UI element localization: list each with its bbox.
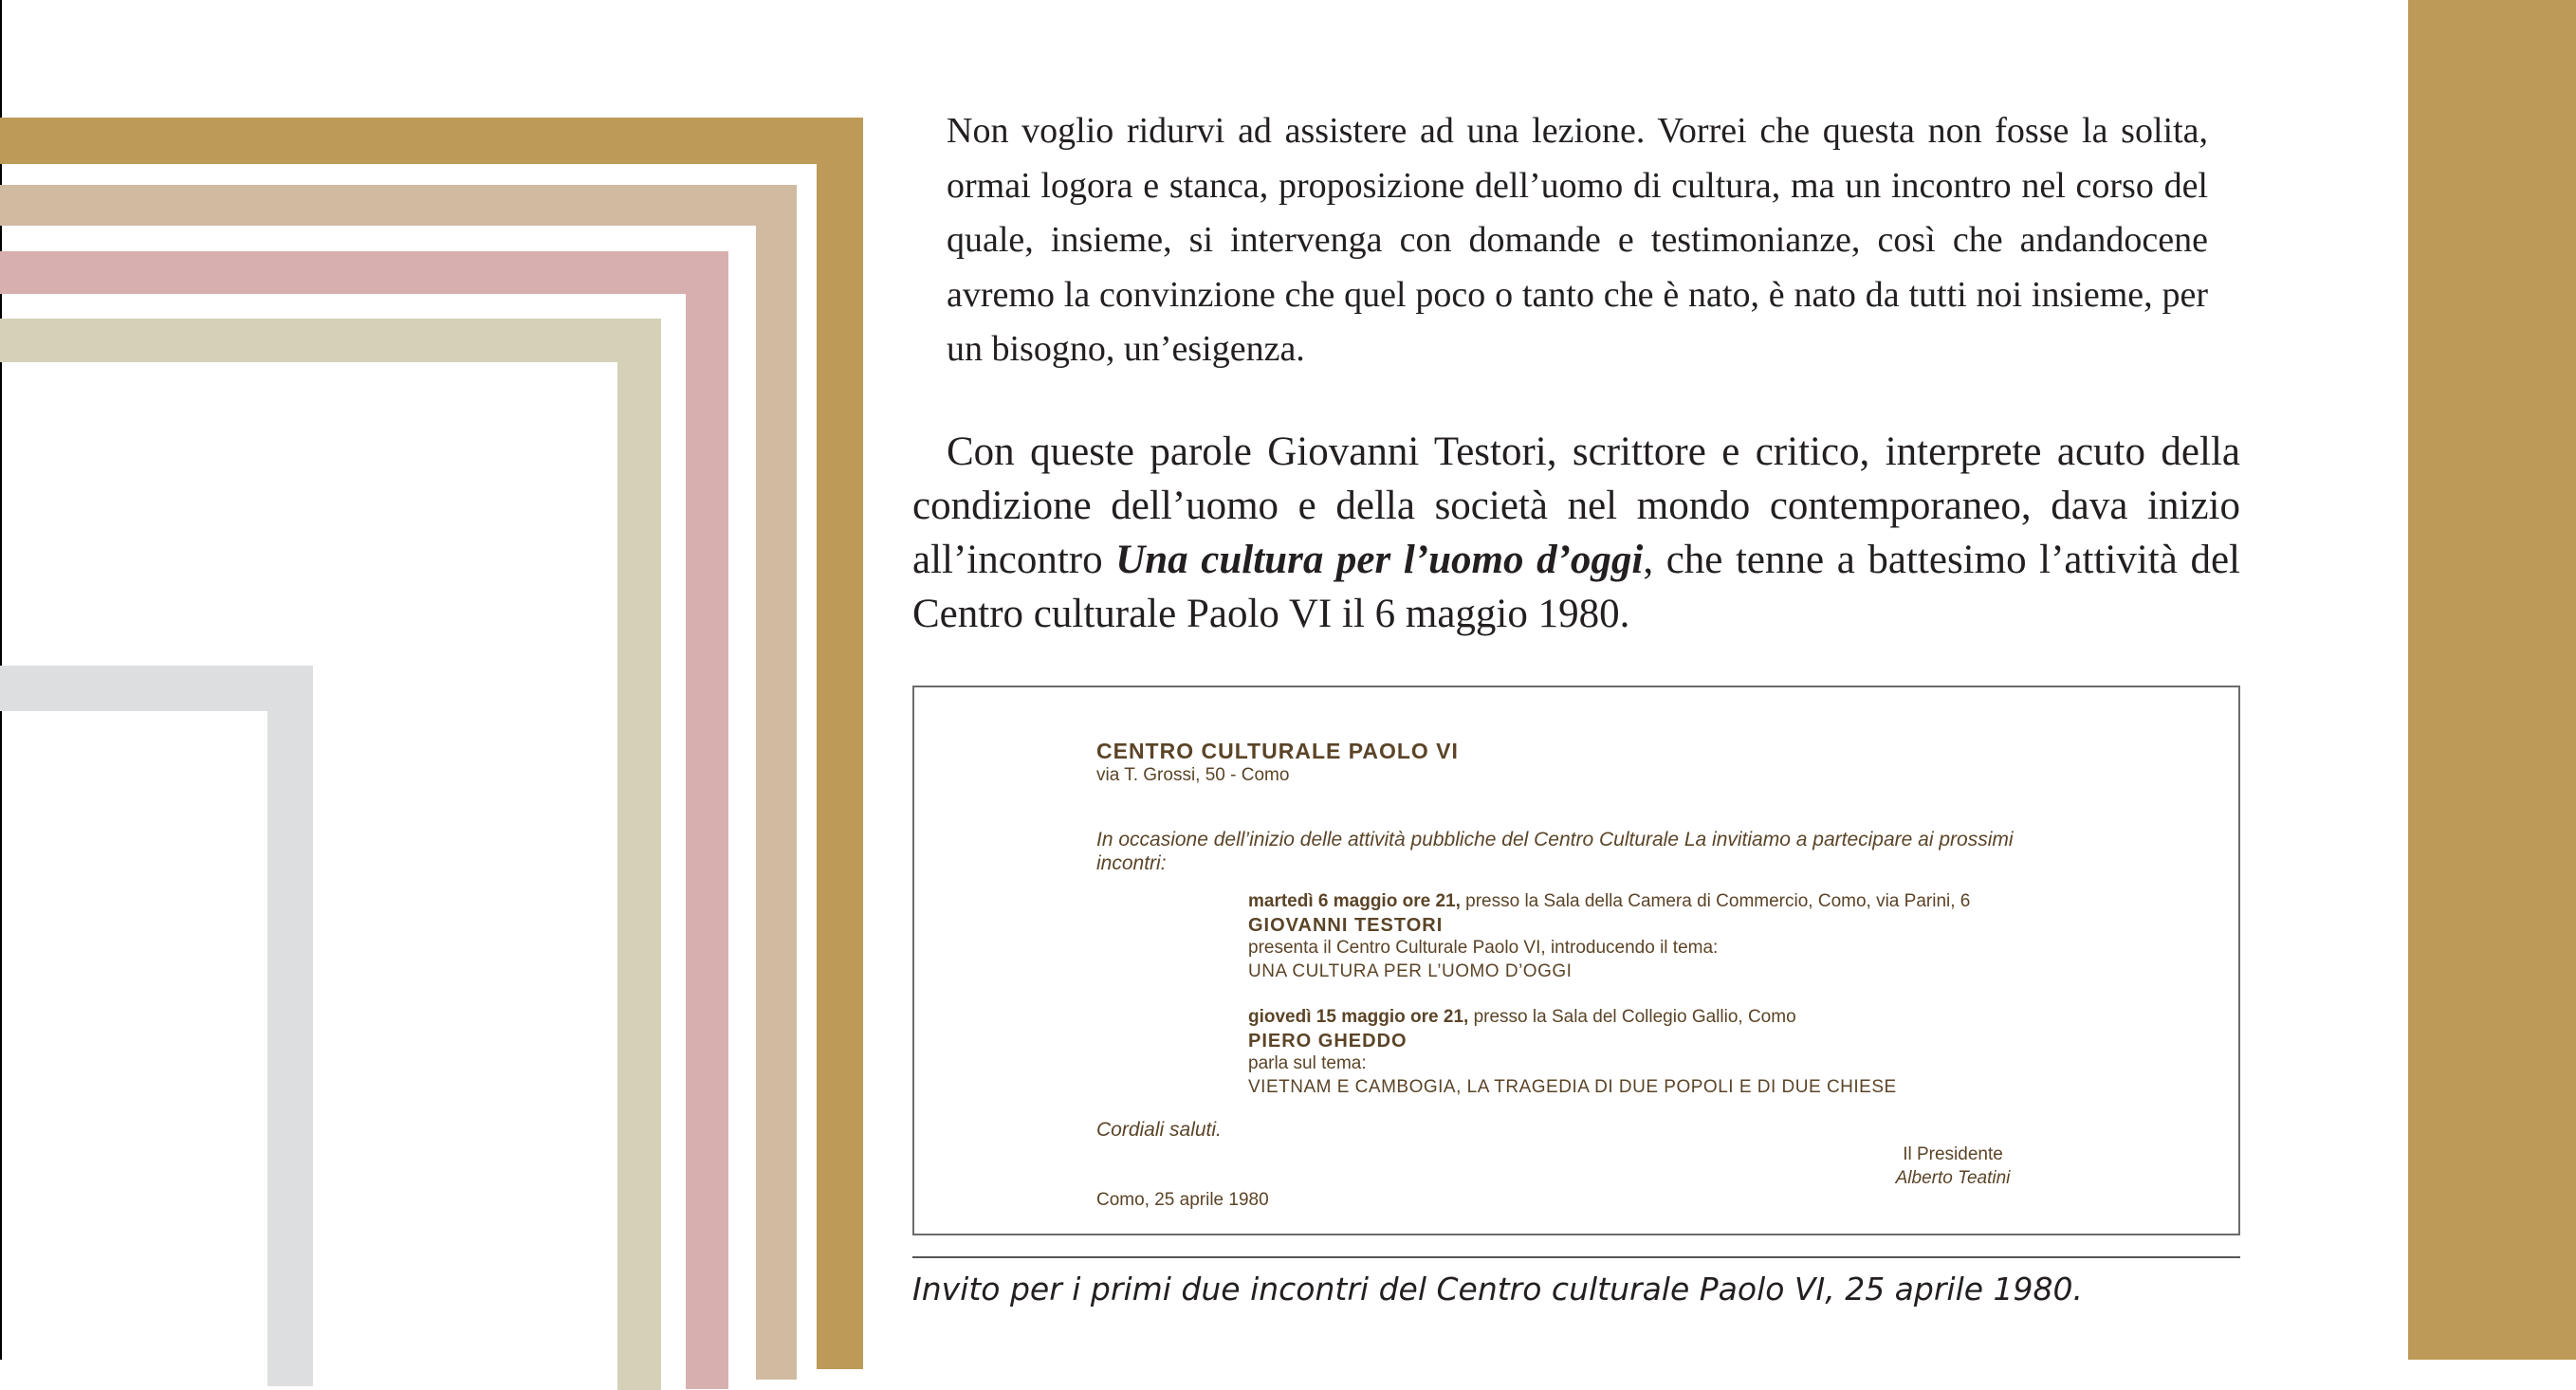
event-where: presso la Sala del Collegio Gallio, Como: [1468, 1007, 1796, 1027]
event-when: giovedì 15 maggio ore 21,: [1248, 1007, 1469, 1027]
decorative-frame-grey: [0, 666, 313, 1386]
invitation-signature: [1868, 1143, 2038, 1190]
testori-quote: Non voglio ridurvi ad assistere ad una lezione. Vorrei che questa non fosse la solita, ormai logora e stanca, proposizione dell’uomo di cultura, ma un incontro nel corso del quale, insieme, si intervenga con domande e testimonianze, così che andandocene avremo la convinzione che quel poco o tanto che è nato, è nato da tutti noi insieme, per un bisogno, un’esigenza.: [947, 111, 2208, 369]
event-when-where: [1248, 1006, 1897, 1030]
intro-paragraph: [912, 425, 2240, 641]
invitation-date: Como, 25 aprile 1980: [1096, 1190, 1269, 1210]
right-gold-band: [2408, 0, 2576, 1360]
event-where: presso la Sala della Camera di Commercio, Como, via Parini, 6: [1460, 891, 1971, 911]
event-when: martedì 6 maggio ore 21,: [1248, 891, 1461, 911]
president-title: Il Presidente: [1903, 1144, 2003, 1164]
event-speaker: GIOVANNI TESTORI: [1248, 914, 1444, 936]
invitation-intro: In occasione dell’inizio delle attività pubbliche del Centro Culturale La invitiamo a partecipare ai prossimi incontri:: [1096, 829, 2014, 874]
event-speaker: PIERO GHEDDO: [1248, 1030, 1408, 1052]
invitation-address: via T. Grossi, 50 - Como: [1096, 765, 1290, 785]
event-item: [1248, 1006, 1897, 1099]
event-topic: VIETNAM E CAMBOGIA, LA TRAGEDIA DI DUE POPOLI E DI DUE CHIESE: [1248, 1076, 1897, 1097]
event-topic: UNA CULTURA PER L’UOMO D’OGGI: [1248, 960, 1573, 981]
intro-text-after: , che tenne a battesimo l’attività del Centro culturale Paolo VI il 6 maggio 1980.: [912, 538, 2240, 636]
event-description: presenta il Centro Culturale Paolo VI, introducendo il tema:: [1248, 938, 1719, 958]
event-when-where: [1248, 890, 1970, 914]
event-item: [1248, 890, 1970, 983]
president-name: Alberto Teatini: [1895, 1168, 2011, 1188]
caption-rule: [912, 1256, 2240, 1258]
intro-text-before: Con queste parole Giovanni Testori, scrittore e critico, interprete acuto della condizione dell’uomo e della società nel mondo contemporaneo, dava inizio all’incontro: [912, 430, 2240, 582]
invitation-closing: Cordiali saluti.: [1096, 1119, 1222, 1141]
event-title: Una cultura per l’uomo d’oggi: [1115, 538, 1644, 582]
invitation-card: [912, 686, 2240, 1235]
event-description: parla sul tema:: [1248, 1053, 1367, 1073]
invitation-header: CENTRO CULTURALE PAOLO VI: [1096, 739, 1459, 763]
figure-caption: Invito per i primi due incontri del Centro culturale Paolo VI, 25 aprile 1980.: [912, 1271, 2084, 1308]
